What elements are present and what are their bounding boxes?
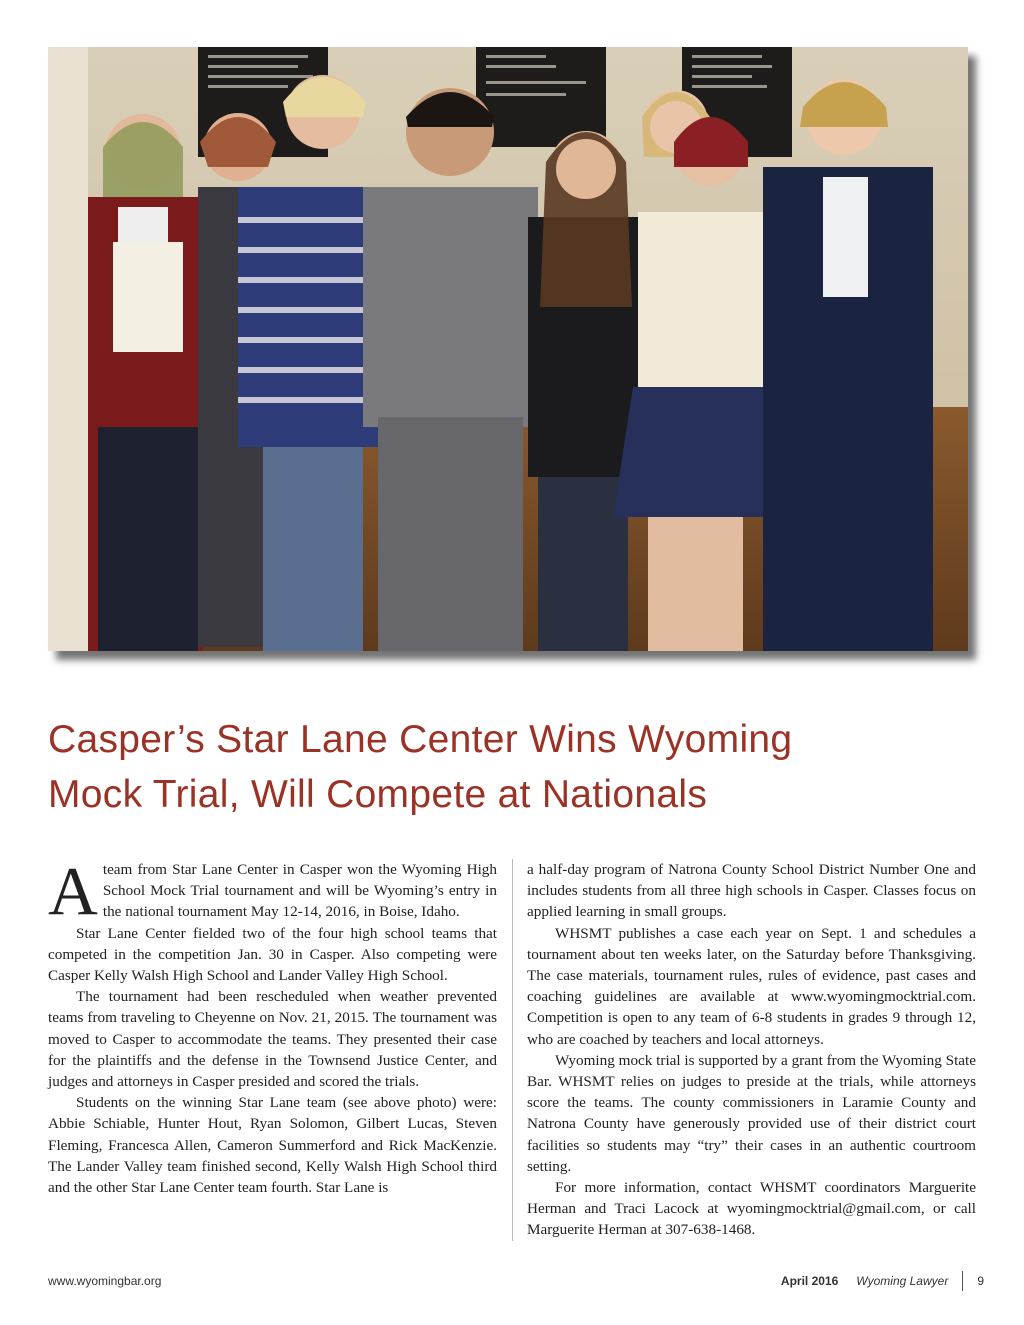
article-paragraph: a half-day program of Natrona County School District Number One and includes students from all three high schools in Casper. Classes focus on applied learning in small groups. [527,861,976,921]
footer-separator [962,1271,963,1291]
headline-line-2: Mock Trial, Will Compete at Nationals [48,773,708,816]
footer-date: April 2016 [780,1274,839,1288]
article-column-right [527,859,976,1241]
footer-publication: Wyoming Lawyer [856,1274,949,1288]
article-paragraph: Wyoming mock trial is supported by a grant from the Wyoming State Bar. WHSMT relies on judges to preside at the trials, while attorneys score the teams. The county commissioners in Laramie County and Natrona County have generously provided use of their district court facilities so students may “try” their cases in an authentic courtroom setting. [527,1051,976,1175]
article-paragraph: WHSMT publishes a case each year on Sept. 1 and schedules a tournament about ten weeks later, on the Saturday before Thanksgiving. The case materials, tournament rules, rules of evidence, past cases and coaching guidelines are available at www.wyomingmocktrial.com. Competition is open to any team of 6-8 students in grades 9 through 12, who are coached by teachers and local attorneys. [527,924,976,1048]
article-column-left [48,853,497,1198]
drop-cap: A [48,853,98,929]
article-paragraph: For more information, contact WHSMT coordinators Marguerite Herman and Traci Lacock at wyomingmocktrial@gmail.com, or call Marguerite Herman at 307-638-1468. [527,1179,976,1239]
article-paragraph: Star Lane Center fielded two of the four high school teams that competed in the competition Jan. 30 in Casper. Also competing were Casper Kelly Walsh High School and Lander Valley High School. [48,924,497,985]
article-paragraph: The tournament had been rescheduled when weather prevented teams from traveling to Cheyenne on Nov. 21, 2015. The tournament was moved to Casper to accommodate the teams. They presented their case for the plaintiffs and the defense in the Townsend Justice Center, and judges and attorneys in Casper presided and scored the trials. [48,988,497,1091]
article-paragraph: Ateam from Star Lane Center in Casper won the Wyoming High School Mock Trial tournament and will be Wyoming’s entry in the national tournament May 12-14, 2016, in Boise, Idaho. [48,853,497,929]
page-number: 9 [977,1274,984,1288]
group-photo [48,47,968,651]
headline-line-1: Casper’s Star Lane Center Wins Wyoming [48,718,793,761]
column-divider [512,859,513,1241]
footer-website: www.wyomingbar.org [48,1274,162,1288]
group-photo-icon [48,47,968,651]
footer-issue-info [781,1268,984,1294]
article-headline [48,712,988,822]
article-paragraph: Students on the winning Star Lane team (see above photo) were: Abbie Schiable, Hunter Hout, Ryan Solomon, Gilbert Lucas, Steven Fleming, Francesca Allen, Cameron Summerford and Rick MacKenzie. The Lander Valley team finished second, Kelly Walsh High School third and the other Star Lane Center team fourth. Star Lane is [48,1094,497,1197]
